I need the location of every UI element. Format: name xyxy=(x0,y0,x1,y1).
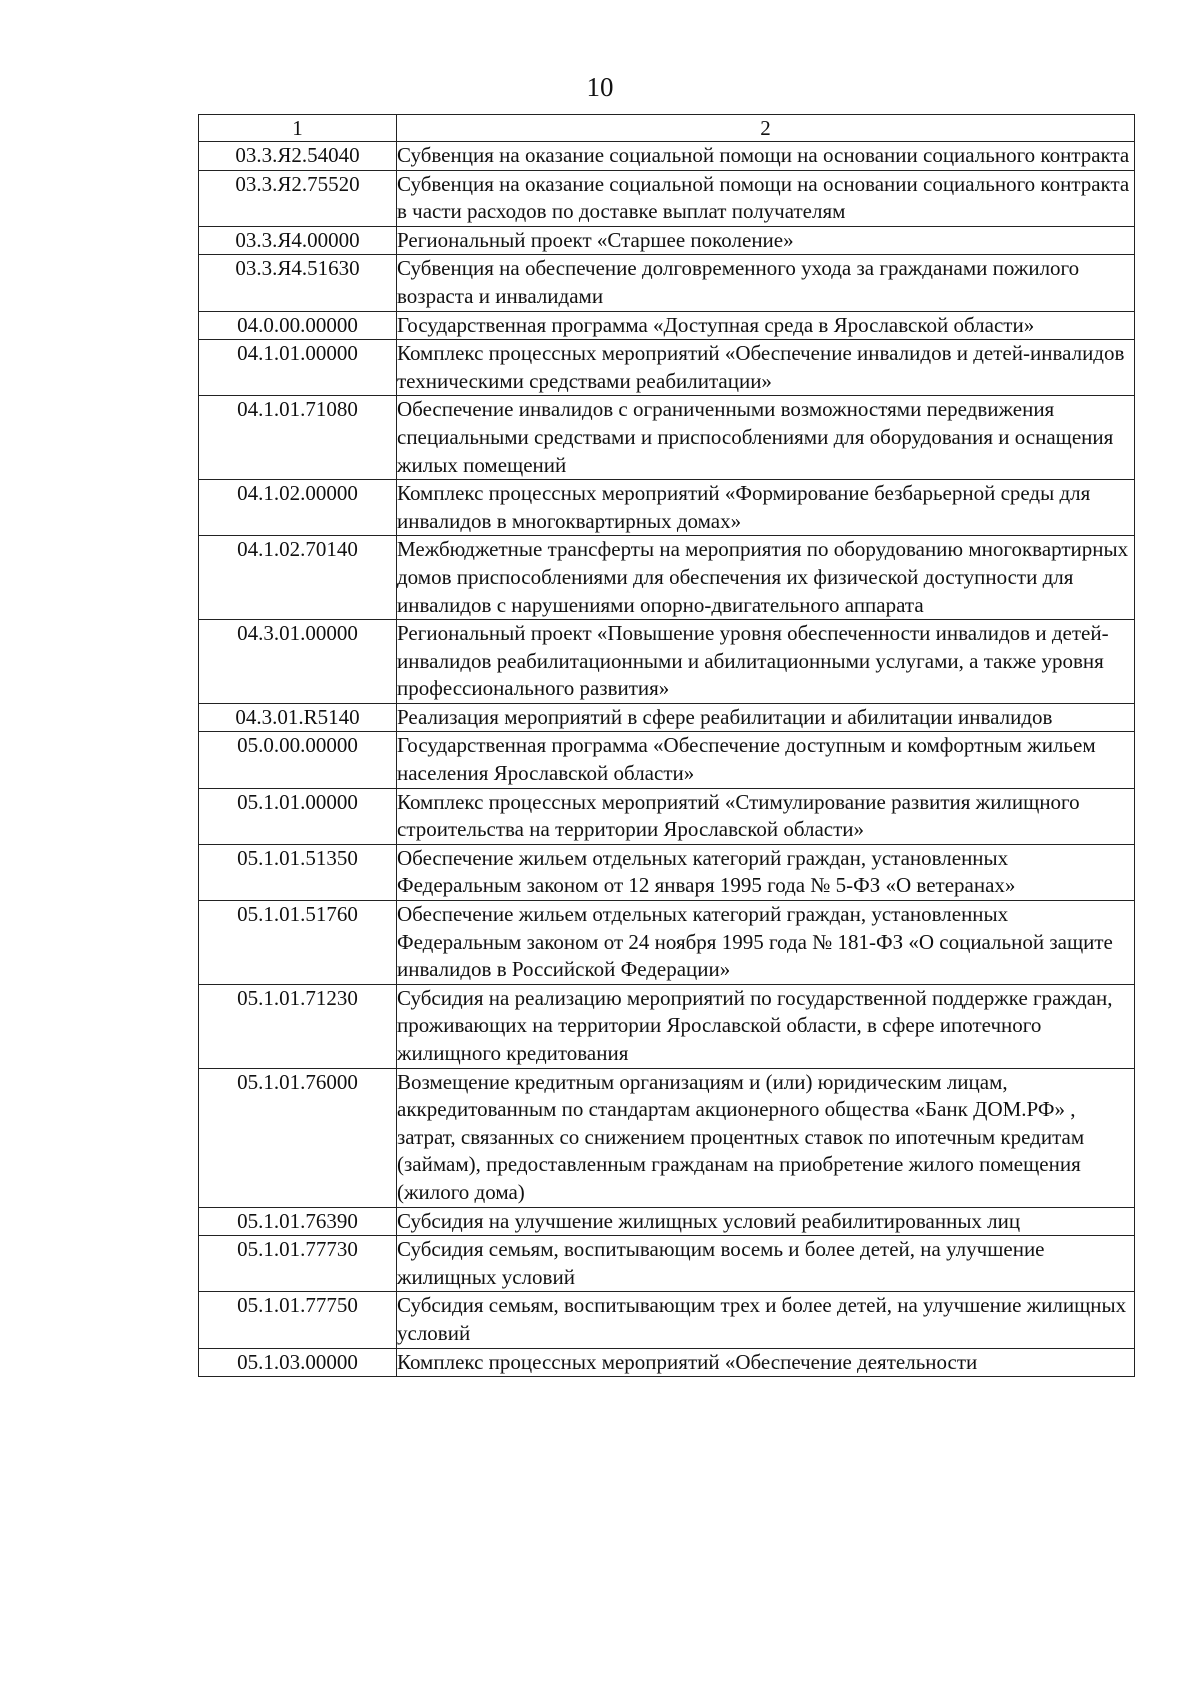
row-code: 04.1.01.00000 xyxy=(199,340,397,396)
row-description: Региональный проект «Повышение уровня обеспеченности инвалидов и детей-инвалидов реабилитационными и абилитационными услугами, а также уровня профессионального развития» xyxy=(397,620,1135,704)
table-body xyxy=(199,142,1135,1377)
table-row xyxy=(199,536,1135,620)
row-description: Субсидия на улучшение жилищных условий реабилитированных лиц xyxy=(397,1207,1135,1236)
row-description: Возмещение кредитным организациям и (или) юридическим лицам, аккредитованным по стандартам акционерного общества «Банк ДОМ.РФ» , затрат, связанных со снижением процентных ставок по ипотечным кредитам (займам), предоставленным гражданам на приобретение жилого помещения (жилого дома) xyxy=(397,1068,1135,1207)
table-row xyxy=(199,901,1135,985)
table-header xyxy=(199,115,1135,142)
row-code: 04.3.01.R5140 xyxy=(199,703,397,732)
row-description: Обеспечение инвалидов с ограниченными возможностями передвижения специальными средствами и приспособлениями для оборудования и оснащения жилых помещений xyxy=(397,396,1135,480)
row-code: 05.1.01.71230 xyxy=(199,984,397,1068)
table-row xyxy=(199,703,1135,732)
row-description: Субсидия на реализацию мероприятий по государственной поддержке граждан, проживающих на территории Ярославской области, в сфере ипотечного жилищного кредитования xyxy=(397,984,1135,1068)
row-code: 05.1.01.77730 xyxy=(199,1236,397,1292)
row-code: 04.1.02.70140 xyxy=(199,536,397,620)
table-row xyxy=(199,1348,1135,1377)
row-description: Реализация мероприятий в сфере реабилитации и абилитации инвалидов xyxy=(397,703,1135,732)
row-code: 05.1.01.76000 xyxy=(199,1068,397,1207)
row-code: 04.0.00.00000 xyxy=(199,311,397,340)
row-code: 05.1.01.00000 xyxy=(199,788,397,844)
page-number: 10 xyxy=(586,72,614,102)
table-row xyxy=(199,311,1135,340)
row-code: 03.3.Я2.75520 xyxy=(199,170,397,226)
row-code: 05.1.03.00000 xyxy=(199,1348,397,1377)
row-code: 03.3.Я4.00000 xyxy=(199,226,397,255)
table-row xyxy=(199,1068,1135,1207)
row-description: Субсидия семьям, воспитывающим трех и более детей, на улучшение жилищных условий xyxy=(397,1292,1135,1348)
row-code: 03.3.Я2.54040 xyxy=(199,142,397,171)
table-row xyxy=(199,1236,1135,1292)
row-description: Комплекс процессных мероприятий «Стимулирование развития жилищного строительства на территории Ярославской области» xyxy=(397,788,1135,844)
row-code: 05.1.01.77750 xyxy=(199,1292,397,1348)
table-row xyxy=(199,226,1135,255)
row-code: 03.3.Я4.51630 xyxy=(199,255,397,311)
row-code: 05.0.00.00000 xyxy=(199,732,397,788)
table-row xyxy=(199,340,1135,396)
table-row xyxy=(199,620,1135,704)
table-row xyxy=(199,1207,1135,1236)
table-row xyxy=(199,788,1135,844)
row-description: Субвенция на оказание социальной помощи на основании социального контракта в части расходов по доставке выплат получателям xyxy=(397,170,1135,226)
column-header-1: 1 xyxy=(199,115,397,142)
table-row xyxy=(199,984,1135,1068)
row-code: 04.1.02.00000 xyxy=(199,480,397,536)
codes-table xyxy=(198,114,1135,1377)
row-code: 04.1.01.71080 xyxy=(199,396,397,480)
row-description: Комплекс процессных мероприятий «Обеспечение инвалидов и детей-инвалидов техническими средствами реабилитации» xyxy=(397,340,1135,396)
table-row xyxy=(199,844,1135,900)
table-row xyxy=(199,170,1135,226)
codes-table-frame xyxy=(198,114,1134,1377)
table-row xyxy=(199,396,1135,480)
row-description: Субсидия семьям, воспитывающим восемь и более детей, на улучшение жилищных условий xyxy=(397,1236,1135,1292)
row-description: Обеспечение жильем отдельных категорий граждан, установленных Федеральным законом от 24 ноября 1995 года № 181-ФЗ «О социальной защите инвалидов в Российской Федерации» xyxy=(397,901,1135,985)
table-row xyxy=(199,142,1135,171)
row-code: 05.1.01.51350 xyxy=(199,844,397,900)
row-description: Комплекс процессных мероприятий «Формирование безбарьерной среды для инвалидов в многоквартирных домах» xyxy=(397,480,1135,536)
column-header-2: 2 xyxy=(397,115,1135,142)
row-description: Субвенция на оказание социальной помощи на основании социального контракта xyxy=(397,142,1135,171)
table-row xyxy=(199,1292,1135,1348)
row-description: Комплекс процессных мероприятий «Обеспечение деятельности xyxy=(397,1348,1135,1377)
row-code: 05.1.01.51760 xyxy=(199,901,397,985)
row-code: 05.1.01.76390 xyxy=(199,1207,397,1236)
table-row xyxy=(199,732,1135,788)
row-description: Государственная программа «Доступная среда в Ярославской области» xyxy=(397,311,1135,340)
table-row xyxy=(199,480,1135,536)
row-description: Межбюджетные трансферты на мероприятия по оборудованию многоквартирных домов приспособлениями для обеспечения их физической доступности для инвалидов с нарушениями опорно-двигательного аппарата xyxy=(397,536,1135,620)
row-description: Субвенция на обеспечение долговременного ухода за гражданами пожилого возраста и инвалидами xyxy=(397,255,1135,311)
row-code: 04.3.01.00000 xyxy=(199,620,397,704)
header-row xyxy=(199,115,1135,142)
table-row xyxy=(199,255,1135,311)
row-description: Обеспечение жильем отдельных категорий граждан, установленных Федеральным законом от 12 января 1995 года № 5-ФЗ «О ветеранах» xyxy=(397,844,1135,900)
row-description: Государственная программа «Обеспечение доступным и комфортным жильем населения Ярославской области» xyxy=(397,732,1135,788)
row-description: Региональный проект «Старшее поколение» xyxy=(397,226,1135,255)
